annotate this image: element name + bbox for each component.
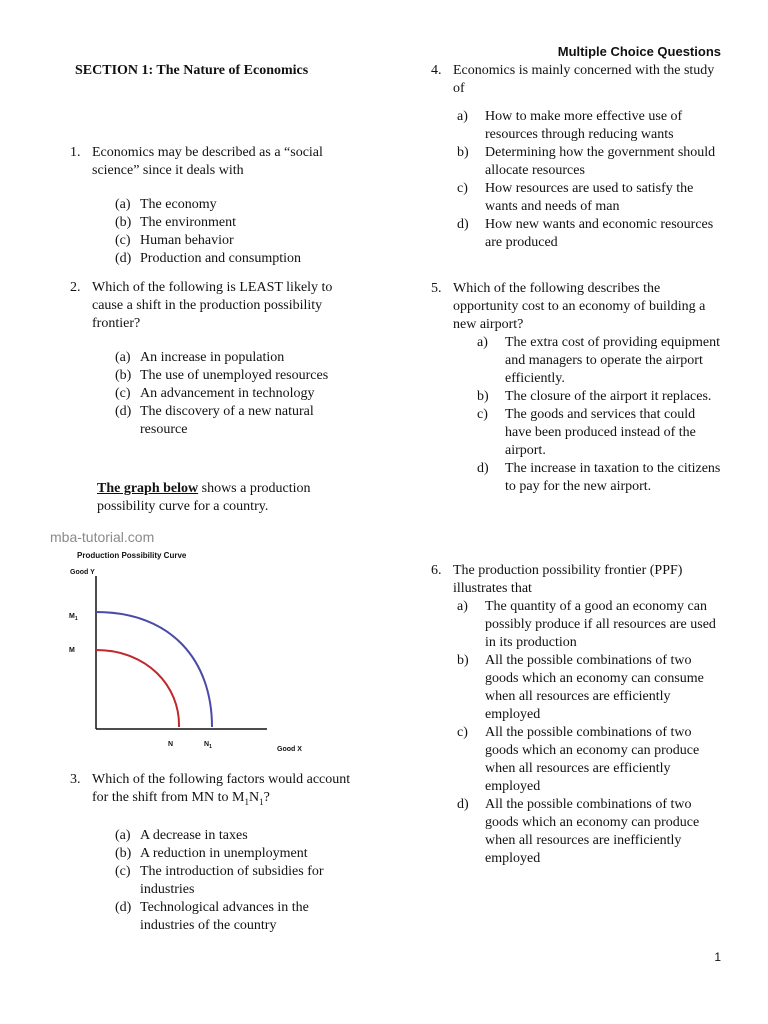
graph-intro-text: shows a production possibility curve for a country. (97, 481, 311, 514)
question-number: 3. (70, 772, 81, 787)
option-label: a) (477, 335, 488, 350)
answer-option (457, 216, 721, 252)
question-5 (431, 280, 721, 496)
option-list (477, 334, 721, 496)
option-label: c) (457, 725, 468, 740)
m-label: M (69, 647, 75, 654)
option-text: A decrease in taxes (140, 827, 248, 843)
n1-label: $N_1$ (204, 741, 212, 750)
option-label: a) (457, 599, 468, 614)
option-label: (c) (115, 863, 131, 879)
option-text: The goods and services that could have been produced instead of the airport. (505, 407, 696, 458)
answer-option (115, 214, 360, 232)
option-text: The increase in taxation to the citizens to pay for the new airport. (505, 461, 721, 494)
option-text: A reduction in unemployment (140, 845, 308, 861)
option-text: The closure of the airport it replaces. (505, 389, 712, 404)
option-label: (c) (115, 386, 131, 401)
answer-option (115, 196, 360, 214)
answer-option (115, 403, 360, 439)
question-stem: Which of the following describes the opportunity cost to an economy of building a new airport? (453, 281, 706, 332)
option-text: The discovery of a new natural resource (140, 404, 314, 437)
question-6 (431, 562, 721, 868)
option-label: (b) (115, 845, 132, 861)
m1-label: $M_1$ (69, 613, 78, 622)
option-text: All the possible combinations of two goods which an economy can produce when all resources are efficiently employed (485, 725, 700, 794)
option-text: The introduction of subsidies for industries (140, 863, 324, 897)
answer-option (457, 108, 721, 144)
option-label: d) (457, 217, 469, 232)
option-label: a) (457, 109, 468, 124)
option-label: c) (457, 181, 468, 196)
option-label: c) (477, 407, 488, 422)
answer-option (457, 652, 721, 724)
question-number: 5. (431, 281, 442, 296)
option-text: The economy (140, 197, 217, 212)
option-text: Production and consumption (140, 251, 301, 266)
option-list (115, 827, 360, 935)
option-text: Human behavior (140, 233, 234, 248)
option-text: The quantity of a good an economy can possibly produce if all resources are used in its production (485, 599, 716, 650)
answer-option (477, 334, 721, 388)
answer-option (457, 180, 721, 216)
option-label: (d) (115, 899, 132, 915)
question-4 (431, 62, 721, 252)
section-title: SECTION 1: The Nature of Economics (75, 63, 309, 78)
question-number: 1. (70, 145, 81, 160)
answer-option (115, 367, 360, 385)
header-label: Multiple Choice Questions (557, 44, 721, 59)
page-number: 1 (714, 950, 721, 964)
watermark-text: mba-tutorial.com (50, 529, 155, 545)
option-text: All the possible combinations of two goods which an economy can produce when all resources are inefficiently employed (485, 797, 700, 866)
question-stem: Economics may be described as a “social science” since it deals with (92, 145, 323, 178)
question-stem: Economics is mainly concerned with the study of (453, 63, 715, 96)
option-label: (a) (115, 827, 131, 843)
option-label: b) (477, 389, 489, 404)
question-number: 2. (70, 280, 81, 295)
answer-option (477, 406, 721, 460)
inner-ppc-curve (96, 650, 179, 727)
answer-option (457, 796, 721, 868)
option-label: (a) (115, 350, 131, 365)
option-label: (b) (115, 215, 132, 230)
y-axis-label: Good Y (70, 569, 95, 576)
option-label: b) (457, 653, 469, 668)
answer-option (115, 863, 360, 899)
answer-option (115, 899, 360, 935)
option-label: (b) (115, 368, 132, 383)
answer-option (477, 388, 721, 406)
question-stem: Which of the following is LEAST likely to cause a shift in the production possibility frontier? (92, 280, 333, 331)
option-text: How to make more effective use of resources through reducing wants (485, 109, 683, 142)
option-text: The environment (140, 215, 237, 230)
graph-intro (97, 480, 357, 516)
graph-intro-underlined: The graph below (97, 481, 199, 496)
option-text: How new wants and economic resources are produced (485, 217, 714, 250)
option-list (115, 196, 360, 268)
n-label: N (168, 741, 174, 748)
option-text: Determining how the government should allocate resources (485, 145, 716, 178)
answer-option (115, 385, 360, 403)
option-text: All the possible combinations of two goods which an economy can consume when all resources are efficiently employed (485, 653, 704, 722)
option-list (115, 349, 360, 439)
answer-option (115, 232, 360, 250)
option-text: An advancement in technology (140, 386, 315, 401)
option-text: Technological advances in the industries of the country (140, 899, 309, 933)
x-axis-label: Good X (277, 746, 302, 753)
answer-option (115, 250, 360, 268)
option-text: An increase in population (140, 350, 285, 365)
question-number: 6. (431, 563, 442, 578)
question-3 (70, 771, 360, 935)
answer-option (115, 349, 360, 367)
question-2 (70, 279, 360, 439)
option-text: The extra cost of providing equipment and managers to operate the airport efficiently. (505, 335, 720, 386)
option-label: (c) (115, 233, 131, 248)
question-number: 4. (431, 63, 442, 78)
ppc-figure (62, 546, 322, 756)
answer-option (115, 827, 360, 845)
figure-title: Production Possibility Curve (77, 551, 187, 560)
answer-option (477, 460, 721, 496)
option-label: d) (457, 797, 469, 812)
answer-option (457, 724, 721, 796)
option-label: d) (477, 461, 489, 476)
option-text: How resources are used to satisfy the wants and needs of man (485, 181, 694, 214)
option-list (457, 598, 721, 868)
option-label: (d) (115, 404, 132, 419)
question-stem: Which of the following factors would account for the shift from MN to $M_1N_1$? (92, 772, 351, 807)
option-label: (a) (115, 197, 131, 212)
option-list (457, 108, 721, 252)
option-text: The use of unemployed resources (140, 368, 329, 383)
question-stem: The production possibility frontier (PPF) illustrates that (453, 563, 683, 596)
option-label: (d) (115, 251, 132, 266)
option-label: b) (457, 145, 469, 160)
answer-option (457, 598, 721, 652)
answer-option (457, 144, 721, 180)
question-1 (70, 144, 360, 268)
answer-option (115, 845, 360, 863)
